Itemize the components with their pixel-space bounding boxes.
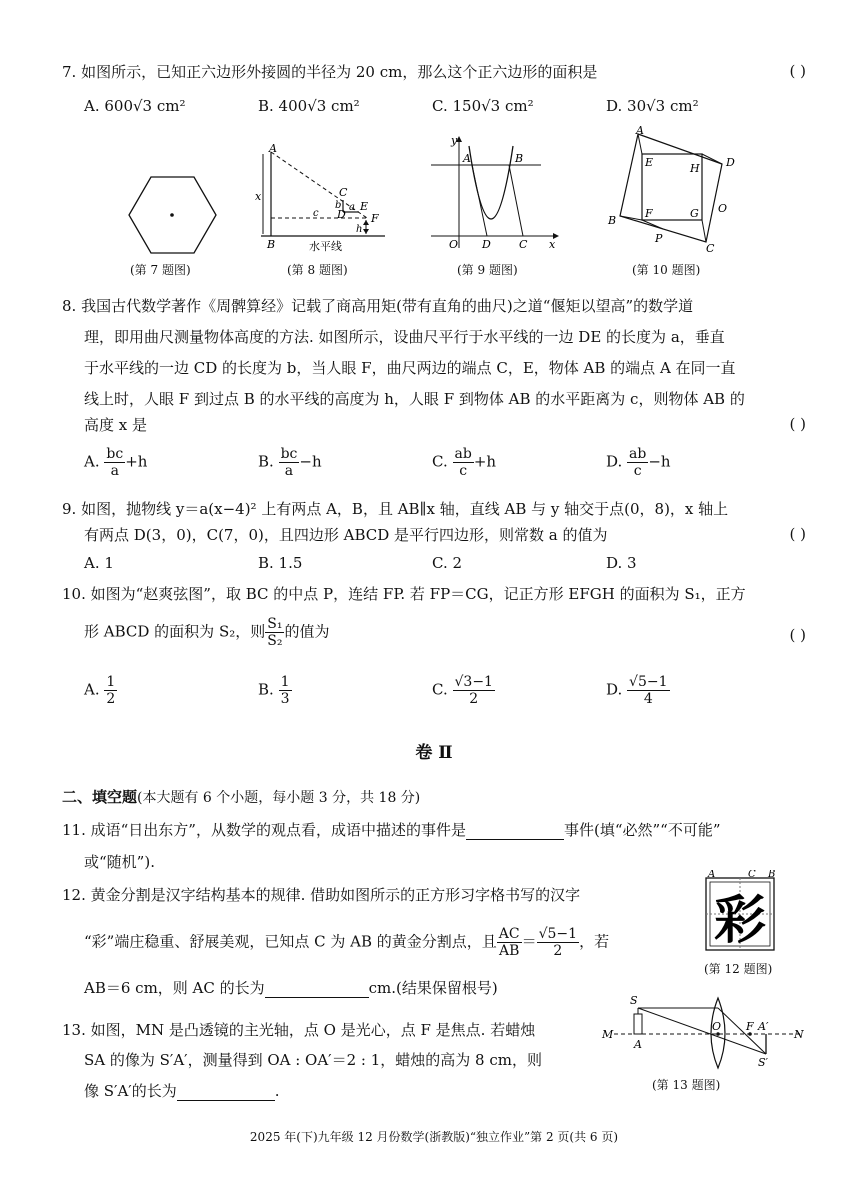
q10-option-d: D. $\frac{√5-1}{4}$ (606, 674, 668, 707)
q8-line-4: 线上时，人眼 F 到过点 B 的水平线的高度为 h，人眼 F 到物体 AB 的水平距离为 c，则物体 AB 的 (84, 390, 745, 408)
q7-stem: 7. 如图所示，已知正六边形外接圆的半径为 20 cm，那么这个正六边形的面积是 (62, 63, 598, 81)
fig10-label-f: F (645, 207, 653, 220)
q9-option-d: D. 3 (606, 554, 637, 572)
q8-answer-paren: ( ) (789, 415, 806, 433)
q7-option-d: D. 30√3 cm² (606, 97, 699, 115)
q13-line-3: 像 S′A′的长为 . (84, 1082, 280, 1100)
fig8-label-horizon: 水平线 (309, 240, 342, 253)
q7-option-c: C. 150√3 cm² (432, 97, 534, 115)
fig9-label-y: y (451, 134, 458, 147)
fig8-label-d: D (337, 208, 346, 221)
fig13-label-f: F (746, 1020, 754, 1033)
q12-line-3: AB＝6 cm，则 AC 的长为 cm.(结果保留根号) (84, 979, 498, 997)
section-title: 卷 Ⅱ (415, 743, 453, 763)
fig13-caption: (第 13 题图) (652, 1078, 721, 1092)
fig8-label-c-len: c (313, 208, 319, 219)
page-footer: 2025 年(下)九年级 12 月份数学(浙教版)“独立作业”第 2 页(共 6 页) (249, 1130, 619, 1144)
q8-line-1: 8. 我国古代数学著作《周髀算经》记载了商高用矩(带有直角的曲尺)之道“偃矩以望高”的数学道 (62, 297, 694, 315)
q8-option-b: B. $\frac{bc}{a}$ −h (258, 446, 322, 479)
fig7-caption: (第 7 题图) (130, 263, 191, 277)
fig9-label-d: D (482, 238, 491, 251)
q9-answer-paren: ( ) (789, 525, 806, 543)
q12-line-1: 12. 黄金分割是汉字结构基本的规律. 借助如图所示的正方形习字格书写的汉字 (62, 886, 581, 904)
fig8-diagram (255, 140, 395, 260)
fig10-label-b: B (608, 214, 617, 227)
fig13-label-a: A (634, 1038, 642, 1051)
fig9-label-o: O (449, 238, 459, 251)
fig10-label-p: P (655, 232, 663, 245)
fig13-label-s: S (630, 994, 638, 1007)
q8-option-d: D. $\frac{ab}{c}$ −h (606, 446, 671, 479)
fig12-label-b: B (768, 870, 776, 880)
q8-line-5: 高度 x 是 (84, 416, 147, 434)
q7-option-a: A. 600√3 cm² (84, 97, 186, 115)
fig12-character: 彩 (713, 890, 767, 951)
q12-blank[interactable] (265, 997, 369, 998)
fig10-label-c: C (706, 242, 715, 254)
fig9-label-b: B (515, 152, 524, 165)
fig10-diagram (600, 124, 750, 254)
q9-option-a: A. 1 (84, 554, 114, 572)
fig8-label-c: C (339, 186, 348, 199)
fig8-label-a-len: a (349, 202, 355, 213)
fig9-label-x: x (549, 238, 556, 251)
fig13-label-s-prime: S′ (758, 1056, 769, 1069)
fig10-label-e: E (645, 156, 654, 169)
fig7-hexagon (120, 165, 230, 255)
q9-line-1: 9. 如图，抛物线 y＝a(x−4)² 上有两点 A，B，且 AB∥x 轴，直线 AB 与 y 轴交于点(0，8)，x 轴上 (62, 500, 729, 518)
fig10-label-a: A (636, 124, 644, 137)
fig9-label-a: A (463, 152, 471, 165)
fig8-label-x: x (255, 190, 262, 203)
q8-option-a: A. $\frac{bc}{a}$ +h (84, 446, 148, 479)
q10-line-1: 10. 如图为“赵爽弦图”，取 BC 的中点 P，连结 FP. 若 FP＝CG，记正方形 EFGH 的面积为 S₁，正方 (62, 585, 746, 603)
q10-option-b: B. $\frac{1}{3}$ (258, 674, 290, 707)
fig13-label-m: M (602, 1028, 614, 1041)
fig10-label-h: H (690, 162, 700, 175)
q7-answer-paren: ( ) (789, 62, 806, 80)
q11-line-2: 或“随机”). (84, 853, 155, 871)
q11-line-1: 11. 成语“日出东方”，从数学的观点看，成语中描述的事件是 事件(填“必然”“不可能” (62, 821, 721, 839)
q10-answer-paren: ( ) (789, 626, 806, 644)
q10-line-2: 形 ABCD 的面积为 S₂，则 $\frac{\text{S₁}}{\text{S₂}}$ 的值为 (84, 616, 330, 649)
fig8-label-h: h (356, 224, 363, 235)
fig12-label-c: C (748, 870, 756, 880)
fig8-caption: (第 8 题图) (287, 263, 348, 277)
fig10-caption: (第 10 题图) (632, 263, 701, 277)
q11-blank[interactable] (466, 839, 564, 840)
q13-line-2: SA 的像为 S′A′，测量得到 OA : OA′＝2 : 1，蜡烛的高为 8 cm，则 (84, 1051, 542, 1069)
q9-option-b: B. 1.5 (258, 554, 303, 572)
fig9-diagram (425, 132, 565, 254)
q8-line-2: 理，即用曲尺测量物体高度的方法. 如图所示，设曲尺平行于水平线的一边 DE 的长度为 a，垂直 (84, 328, 725, 346)
q8-line-3: 于水平线的一边 CD 的长度为 b，当人眼 F，曲尺两边的端点 C，E，物体 AB 的端点 A 在同一直 (84, 359, 736, 377)
q10-option-a: A. $\frac{1}{2}$ (84, 674, 116, 707)
q13-blank[interactable] (177, 1100, 275, 1101)
q9-line-2: 有两点 D(3，0)，C(7，0)，且四边形 ABCD 是平行四边形，则常数 a 的值为 (84, 526, 608, 544)
q12-line-2: “彩”端庄稳重、舒展美观，已知点 C 为 AB 的黄金分割点，且 $\frac{AC}{AB}$ ＝ $\frac{√5-1}{2}$ ，若 (84, 926, 610, 959)
fig9-label-c: C (519, 238, 528, 251)
q10-option-c: C. $\frac{√3-1}{2}$ (432, 674, 493, 707)
fig8-label-b: B (267, 238, 276, 251)
fig10-label-o: O (718, 202, 728, 215)
fill-heading: 二、填空题(本大题有 6 个小题，每小题 3 分，共 18 分) (62, 788, 421, 806)
fig8-label-e: E (360, 200, 369, 213)
fig13-label-o: O (712, 1020, 722, 1033)
fig10-label-d: D (726, 156, 735, 169)
fig10-label-g: G (690, 207, 699, 220)
fig13-label-a-prime: A′ (758, 1020, 769, 1033)
fig8-label-a: A (269, 142, 277, 155)
fig13-lens-diagram (600, 990, 810, 1070)
fig13-label-n: N (794, 1028, 804, 1041)
fig8-label-b-len: b (335, 200, 342, 211)
q8-option-c: C. $\frac{ab}{c}$ +h (432, 446, 497, 479)
q9-option-c: C. 2 (432, 554, 463, 572)
fig9-caption: (第 9 题图) (457, 263, 518, 277)
fig12-label-a: A (708, 870, 716, 880)
q7-option-b: B. 400√3 cm² (258, 97, 360, 115)
q13-line-1: 13. 如图，MN 是凸透镜的主光轴，点 O 是光心，点 F 是焦点. 若蜡烛 (62, 1021, 536, 1039)
fig12-character-grid (704, 870, 778, 954)
fig8-label-f: F (371, 212, 379, 225)
fig12-caption: (第 12 题图) (704, 962, 773, 976)
